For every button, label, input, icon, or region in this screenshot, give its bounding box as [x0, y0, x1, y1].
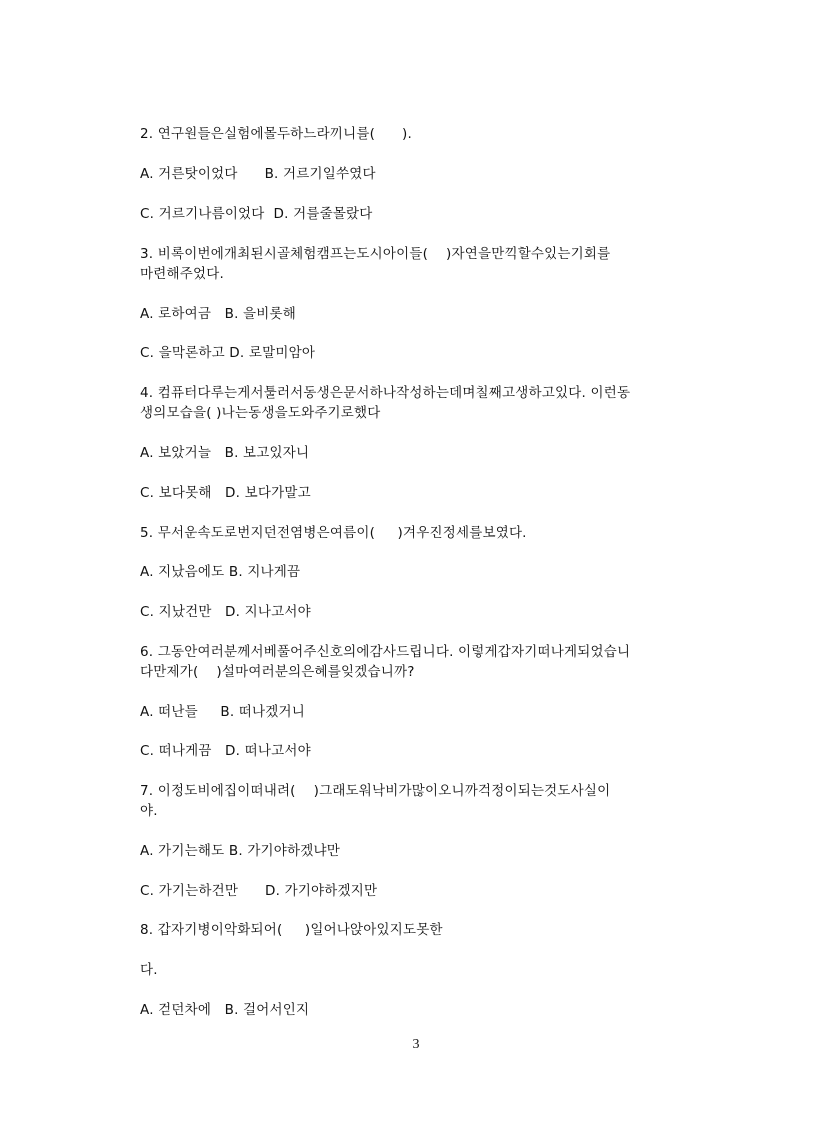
- question-2: 2. 연구원들은실험에몰두하느라끼니를( ).: [140, 126, 412, 142]
- question-4-options-ab: A. 보았거늘 B. 보고있자니: [140, 445, 310, 461]
- question-2-options-cd: C. 거르기나름이었다 D. 거를줄몰랐다: [140, 206, 373, 222]
- question-3-options-cd: C. 을막론하고 D. 로말미암아: [140, 345, 316, 361]
- question-2-options-ab: A. 거른탓이었다 B. 거르기일쑤였다: [140, 166, 376, 182]
- question-3: 3. 비록이번에개최된시골체험캠프는도시아이들( )자연을만끽할수있는기회를 마련해주었다.: [140, 246, 611, 282]
- question-6-options-ab: A. 떠난들 B. 떠나겠거니: [140, 704, 306, 720]
- page-number: 3: [412, 1037, 420, 1052]
- question-3-options-ab: A. 로하여금 B. 을비롯해: [140, 306, 297, 322]
- question-8-options-ab: A. 걷던차에 B. 걸어서인지: [140, 1002, 310, 1018]
- question-5: 5. 무서운속도로번지던전염병은여름이( )겨우진정세를보였다.: [140, 525, 527, 541]
- question-4: 4. 컴퓨터다루는게서툴러서동생은문서하나작성하는데며칠째고생하고있다. 이런동 생의모습을( )나는동생을도와주기로했다: [140, 385, 631, 421]
- question-8-continuation: 다.: [140, 962, 158, 978]
- question-5-options-cd: C. 지났건만 D. 지나고서야: [140, 604, 311, 620]
- question-7-options-cd: C. 가기는하건만 D. 가기야하겠지만: [140, 883, 378, 899]
- question-8: 8. 갑자기병이악화되어( )일어나앉아있지도못한: [140, 922, 443, 938]
- question-5-options-ab: A. 지났음에도 B. 지나게끔: [140, 564, 301, 580]
- question-7-options-ab: A. 가기는해도 B. 가기야하겠냐만: [140, 843, 341, 859]
- question-6-options-cd: C. 떠나게끔 D. 떠나고서야: [140, 743, 311, 759]
- question-7: 7. 이정도비에집이떠내려( )그래도워낙비가많이오니까걱정이되는것도사실이 야.: [140, 783, 611, 819]
- question-4-options-cd: C. 보다못해 D. 보다가말고: [140, 485, 311, 501]
- question-6: 6. 그동안여러분께서베풀어주신호의에감사드립니다. 이렇게갑자기떠나게되었습니 다만제가( )설마여러분의은혜를잊겠습니까?: [140, 644, 631, 680]
